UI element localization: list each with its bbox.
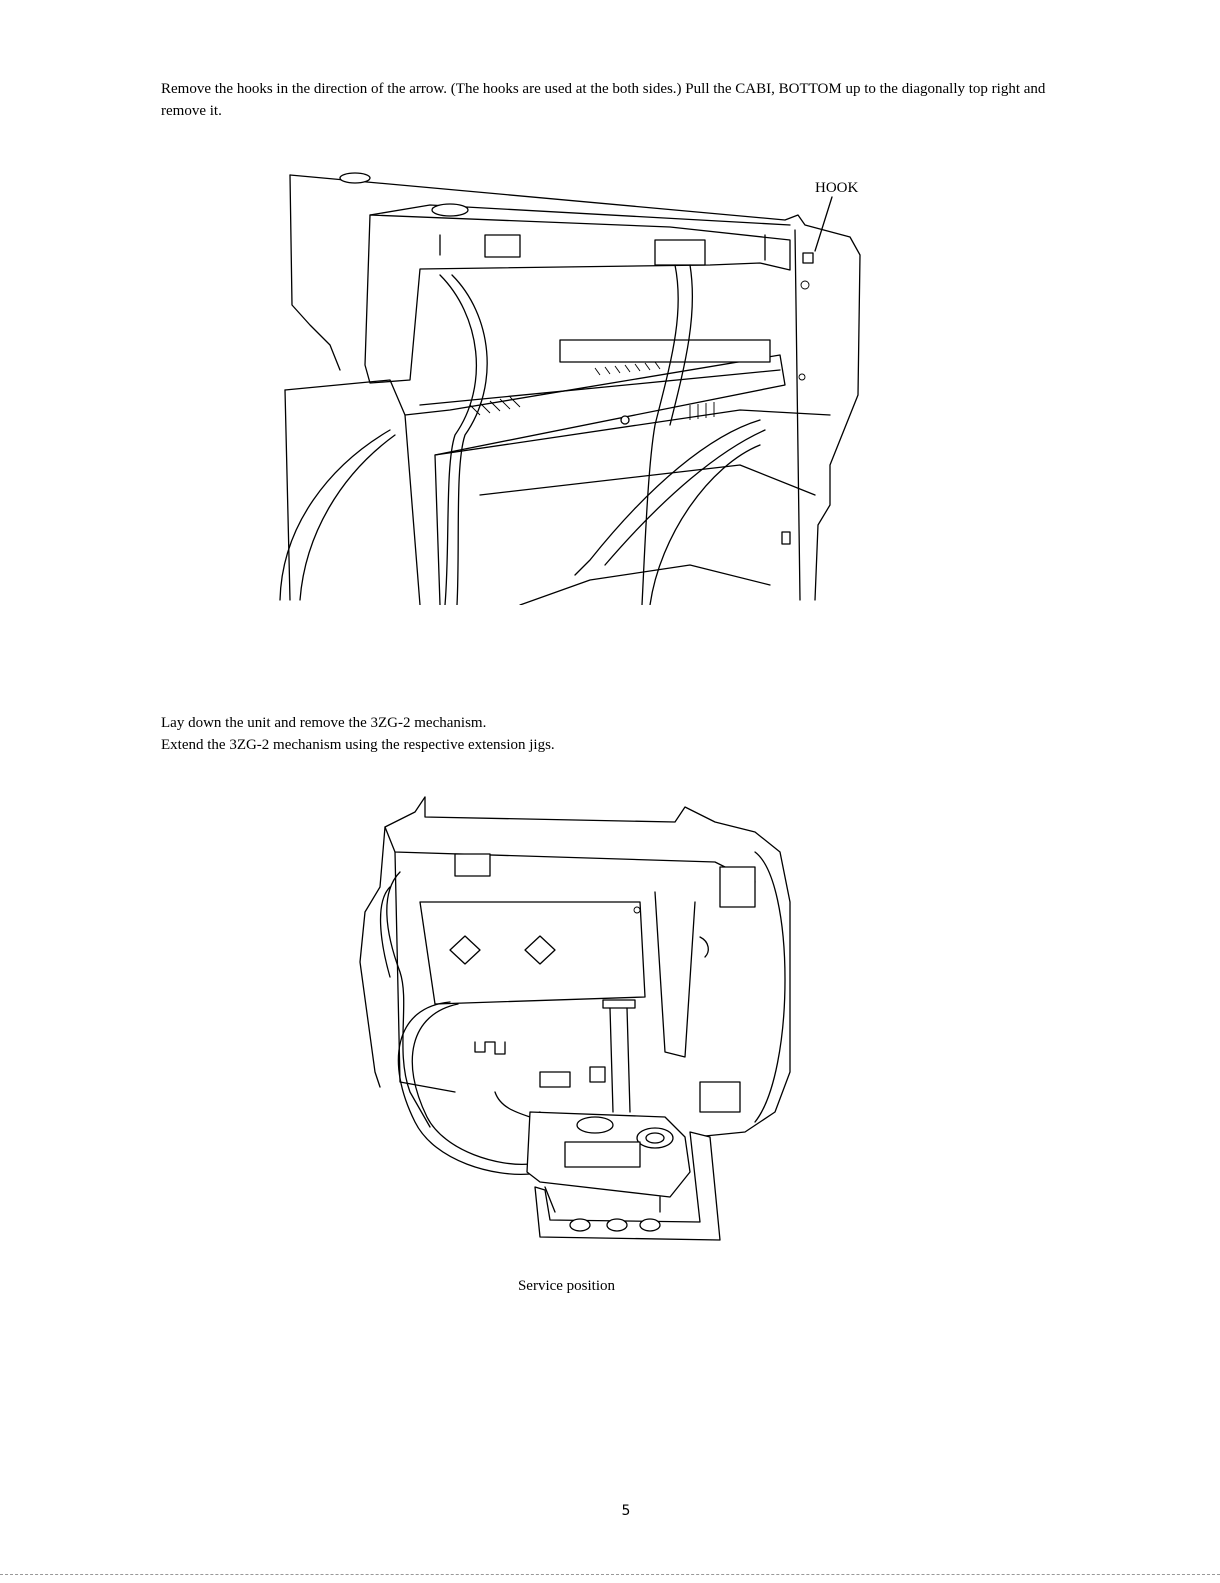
figure-caption	[0, 1278, 1220, 1295]
caption-text: Service position	[517, 1278, 616, 1294]
service-position-illustration	[355, 792, 805, 1252]
step-2-line-1: Lay down the unit and remove the 3ZG-2 mechanism.	[161, 715, 487, 731]
step-1-instruction: Remove the hooks in the direction of the arrow. (The hooks are used at the both sides.) Pull the CABI, BOTTOM up to the diagonally top right and remove it.	[161, 81, 1046, 119]
step-2-instructions	[161, 712, 861, 756]
page-number	[0, 1503, 1220, 1519]
cabinet-bottom-removal-illustration	[270, 165, 870, 605]
step-2-line-2: Extend the 3ZG-2 mechanism using the respective extension jigs.	[161, 737, 555, 753]
page-number-text: 5	[621, 1503, 631, 1519]
page-bottom-divider	[0, 1574, 1220, 1575]
hook-label: HOOK	[815, 180, 859, 196]
